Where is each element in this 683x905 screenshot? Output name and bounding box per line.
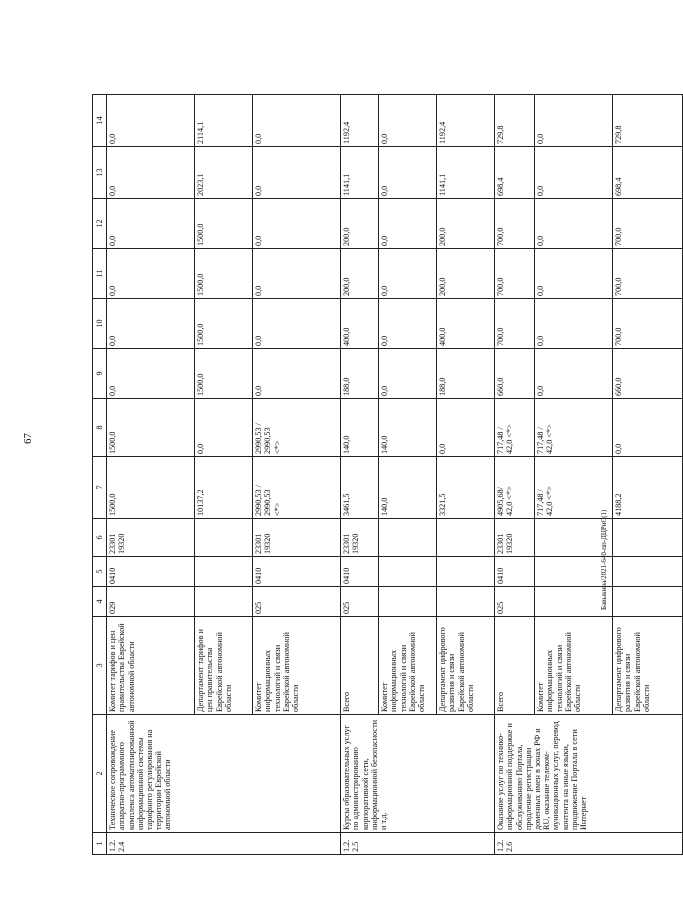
target-article-code: [437, 519, 495, 557]
amount-c10: 400,0: [437, 299, 495, 349]
amount-c10: 400,0: [341, 299, 379, 349]
executor: Департамент цифрового развития и связи Еврейской автономной области: [437, 617, 495, 715]
amount-c8: 717,48 / 42,0 <*>: [495, 399, 535, 457]
amount-c14: 0,0: [535, 95, 613, 147]
amount-c7: 717,48 / 42,0 <*>: [535, 457, 613, 519]
section-code: 0410: [341, 557, 379, 587]
amount-c13: 0,0: [253, 147, 341, 199]
amount-c8: 140,0: [379, 399, 437, 457]
section-code: [437, 557, 495, 587]
amount-c7: 2990,53 / 2990,53 <*>: [253, 457, 341, 519]
amount-c9: 0,0: [253, 349, 341, 399]
item-number: 1.2. 2.6: [495, 833, 683, 855]
amount-c9: 660,0: [495, 349, 535, 399]
target-article-code: 23301 19320: [341, 519, 379, 557]
grbs-code: [379, 587, 437, 617]
amount-c12: 0,0: [253, 199, 341, 249]
target-article-code: 23301 19320: [107, 519, 195, 557]
grbs-code: [437, 587, 495, 617]
table-row: [107, 95, 195, 855]
amount-c9: 188,0: [437, 349, 495, 399]
amount-c10: 700,0: [495, 299, 535, 349]
amount-c7: 4188,2: [613, 457, 683, 519]
amount-c8: 140,0: [341, 399, 379, 457]
col-header: 10: [93, 299, 107, 349]
section-code: [535, 557, 613, 587]
amount-c7: 4905,68/ 42,0 <*>: [495, 457, 535, 519]
section-code: 0410: [495, 557, 535, 587]
amount-c13: 0,0: [107, 147, 195, 199]
amount-c11: 1500,0: [195, 249, 253, 299]
executor: Комитет информационных технологий и связи Еврейской автономной области: [379, 617, 437, 715]
col-header: 7: [93, 457, 107, 519]
amount-c12: 700,0: [613, 199, 683, 249]
amount-c14: 1192,4: [341, 95, 379, 147]
amount-c9: 1500,0: [195, 349, 253, 399]
section-code: [195, 557, 253, 587]
amount-c11: 0,0: [535, 249, 613, 299]
amount-c8: 1500,0: [107, 399, 195, 457]
target-article-code: [379, 519, 437, 557]
item-name: Курсы образовательных услуг по администрированию корпоративной сети, информационной безопасности и т.д.: [341, 715, 495, 833]
grbs-code: 029: [107, 587, 195, 617]
amount-c13: 0,0: [379, 147, 437, 199]
amount-c12: 0,0: [535, 199, 613, 249]
executor: Комитет информационных технологий и связи Еврейской автономной области: [253, 617, 341, 715]
amount-c13: 0,0: [535, 147, 613, 199]
target-article-code: [195, 519, 253, 557]
target-article-code: [613, 519, 683, 557]
item-name: Техническое сопровождение аппаратно-программного комплекса автоматизированной информационной системы тарифного регулирования на территории Еврейской автономной области: [107, 715, 341, 833]
amount-c12: 200,0: [341, 199, 379, 249]
col-header: 4: [93, 587, 107, 617]
amount-c14: 729,8: [613, 95, 683, 147]
executor: Комитет информационных технологий и связи Еврейской автономной области: [535, 617, 613, 715]
amount-c13: 698,4: [495, 147, 535, 199]
grbs-code: 025: [495, 587, 535, 617]
grbs-code: [195, 587, 253, 617]
amount-c13: 698,4: [613, 147, 683, 199]
grbs-code: [613, 587, 683, 617]
grbs-code: 025: [341, 587, 379, 617]
col-header: 5: [93, 557, 107, 587]
executor: Комитет тарифов и цен правительства Еврейской автономной области: [107, 617, 195, 715]
document-code: Бавыкина/2021-640-пп-ДЦРиС(1): [600, 509, 608, 610]
col-header: 3: [93, 617, 107, 715]
section-code: [613, 557, 683, 587]
amount-c11: 0,0: [107, 249, 195, 299]
amount-c14: 1192,4: [437, 95, 495, 147]
amount-c7: 140,0: [379, 457, 437, 519]
amount-c10: 0,0: [253, 299, 341, 349]
amount-c10: 700,0: [613, 299, 683, 349]
item-number: 1.2. 2.5: [341, 833, 495, 855]
target-article-code: 23301 19320: [495, 519, 535, 557]
col-header: 9: [93, 349, 107, 399]
amount-c8: 0,0: [195, 399, 253, 457]
amount-c8: 0,0: [613, 399, 683, 457]
executor: Департамент тарифов и цен правительства Еврейской автономной области: [195, 617, 253, 715]
amount-c9: 0,0: [107, 349, 195, 399]
executor: Департамент цифрового развития и связи Еврейской автономной области: [613, 617, 683, 715]
col-header: 6: [93, 519, 107, 557]
section-code: [379, 557, 437, 587]
item-name: Оказание услуг по технико-информационной поддержке и обслуживанию Портала, продление регистрации доменных имен в зонах РФ и RU, оказание телеком-муникационных услуг, перевод контента на иные языки, продвижение Портала в сети Интернет: [495, 715, 683, 833]
amount-c13: 1141,1: [341, 147, 379, 199]
amount-c8: 2990,53 / 2990,53 <*>: [253, 399, 341, 457]
col-header: 12: [93, 199, 107, 249]
amount-c10: 0,0: [379, 299, 437, 349]
table-row: [341, 95, 379, 855]
grbs-code: [535, 587, 613, 617]
amount-c7: 1500,0: [107, 457, 195, 519]
item-number: 1.2. 2.4: [107, 833, 341, 855]
amount-c11: 200,0: [437, 249, 495, 299]
table-body: [93, 95, 683, 855]
col-header: 8: [93, 399, 107, 457]
amount-c9: 660,0: [613, 349, 683, 399]
section-code: 0410: [253, 557, 341, 587]
amount-c9: 0,0: [379, 349, 437, 399]
target-article-code: 23301 19320: [253, 519, 341, 557]
amount-c11: 700,0: [495, 249, 535, 299]
amount-c7: 10137,2: [195, 457, 253, 519]
table-row: [495, 95, 535, 855]
amount-c14: 0,0: [379, 95, 437, 147]
budget-table: [92, 94, 683, 855]
col-header: 14: [93, 95, 107, 147]
amount-c10: 0,0: [535, 299, 613, 349]
amount-c13: 2023,1: [195, 147, 253, 199]
col-header: 1: [93, 833, 107, 855]
amount-c14: 2114,1: [195, 95, 253, 147]
amount-c10: 0,0: [107, 299, 195, 349]
amount-c7: 3321,5: [437, 457, 495, 519]
executor: Всего: [495, 617, 535, 715]
amount-c12: 0,0: [379, 199, 437, 249]
amount-c14: 729,8: [495, 95, 535, 147]
amount-c14: 0,0: [107, 95, 195, 147]
amount-c12: 1500,0: [195, 199, 253, 249]
amount-c14: 0,0: [253, 95, 341, 147]
amount-c12: 200,0: [437, 199, 495, 249]
amount-c13: 1141,1: [437, 147, 495, 199]
amount-c8: 0,0: [437, 399, 495, 457]
header-row: [93, 95, 107, 855]
section-code: 0410: [107, 557, 195, 587]
col-header: 11: [93, 249, 107, 299]
target-article-code: [535, 519, 613, 557]
amount-c12: 0,0: [107, 199, 195, 249]
page-number: 67: [22, 433, 34, 444]
amount-c8: 717,48 / 42,0 <*>: [535, 399, 613, 457]
amount-c9: 188,0: [341, 349, 379, 399]
grbs-code: 025: [253, 587, 341, 617]
amount-c11: 200,0: [341, 249, 379, 299]
amount-c12: 700,0: [495, 199, 535, 249]
amount-c11: 0,0: [379, 249, 437, 299]
amount-c7: 3461,5: [341, 457, 379, 519]
col-header: 13: [93, 147, 107, 199]
col-header: 2: [93, 715, 107, 833]
amount-c10: 1500,0: [195, 299, 253, 349]
amount-c11: 0,0: [253, 249, 341, 299]
executor: Всего: [341, 617, 379, 715]
amount-c11: 700,0: [613, 249, 683, 299]
amount-c9: 0,0: [535, 349, 613, 399]
